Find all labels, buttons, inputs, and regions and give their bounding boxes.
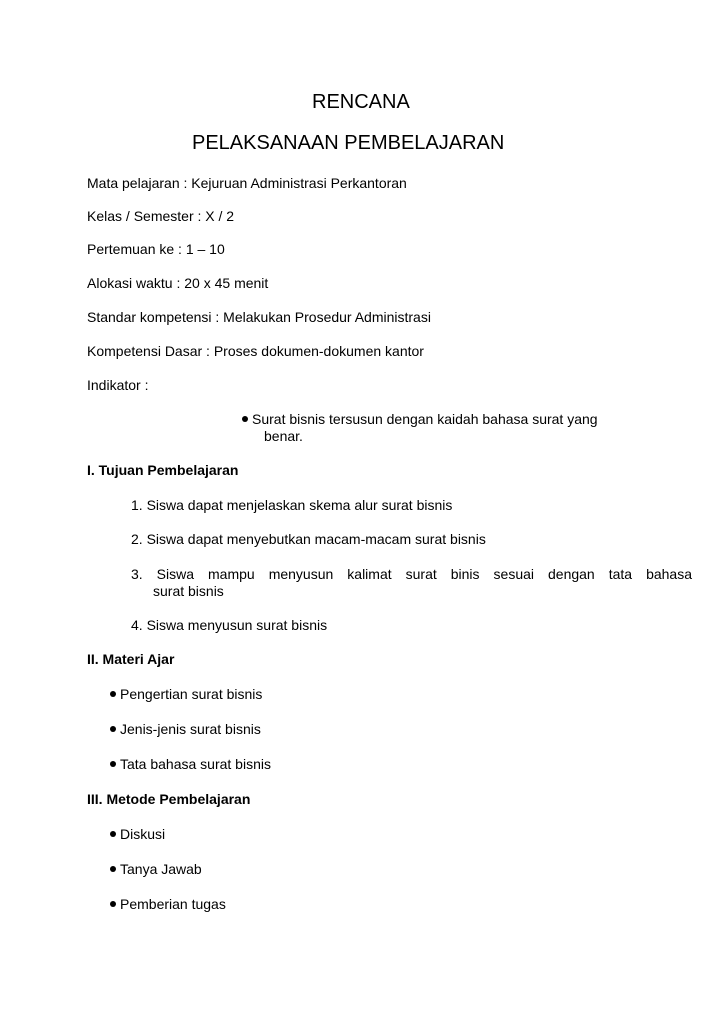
- info-indikator-label: Indikator :: [87, 377, 149, 393]
- info-kompetensi-dasar: Kompetensi Dasar : Proses dokumen-dokumen kantor: [87, 343, 424, 359]
- materi-item-label: Pengertian surat bisnis: [120, 686, 263, 702]
- title-line-2: PELAKSANAAN PEMBELAJARAN: [192, 132, 505, 154]
- bullet-icon: [242, 416, 248, 422]
- metode-item-label: Diskusi: [120, 826, 166, 842]
- info-pertemuan: Pertemuan ke : 1 – 10: [87, 241, 225, 257]
- tujuan-item-2: 2. Siswa dapat menyebutkan macam-macam surat bisnis: [131, 531, 486, 547]
- title-line-1: RENCANA: [312, 91, 410, 113]
- info-mata-pelajaran: Mata pelajaran : Kejuruan Administrasi Perkantoran: [87, 175, 407, 191]
- materi-heading: II. Materi Ajar: [87, 651, 175, 667]
- metode-item-label: Tanya Jawab: [120, 861, 202, 877]
- bullet-icon: [110, 831, 116, 837]
- materi-item-label: Tata bahasa surat bisnis: [120, 756, 271, 772]
- metode-item: [110, 896, 226, 913]
- tujuan-item-1: 1. Siswa dapat menjelaskan skema alur surat bisnis: [131, 497, 453, 513]
- indikator-item: [242, 411, 598, 428]
- info-kelas-semester: Kelas / Semester : X / 2: [87, 208, 235, 224]
- metode-heading: III. Metode Pembelajaran: [87, 791, 251, 807]
- bullet-icon: [110, 691, 116, 697]
- bullet-icon: [110, 761, 116, 767]
- metode-item: [110, 861, 202, 878]
- materi-item: [110, 686, 262, 703]
- tujuan-item-4: 4. Siswa menyusun surat bisnis: [131, 617, 328, 633]
- info-alokasi-waktu: Alokasi waktu : 20 x 45 menit: [87, 275, 269, 291]
- bullet-icon: [110, 866, 116, 872]
- metode-item: [110, 826, 165, 843]
- info-standar-kompetensi: Standar kompetensi : Melakukan Prosedur Administrasi: [87, 309, 431, 325]
- indikator-item-line-2: benar.: [264, 428, 303, 444]
- bullet-icon: [110, 726, 116, 732]
- tujuan-item-3-line-2: surat bisnis: [153, 583, 224, 599]
- materi-item-label: Jenis-jenis surat bisnis: [120, 721, 261, 737]
- materi-item: [110, 721, 261, 738]
- bullet-icon: [110, 901, 116, 907]
- indikator-item-line-1: Surat bisnis tersusun dengan kaidah bahasa surat yang: [252, 411, 598, 427]
- materi-item: [110, 756, 271, 773]
- tujuan-heading: I. Tujuan Pembelajaran: [87, 462, 239, 478]
- tujuan-item-3-line-1: 3. Siswa mampu menyusun kalimat surat binis sesuai dengan tata bahasa: [131, 566, 692, 582]
- metode-item-label: Pemberian tugas: [120, 896, 226, 912]
